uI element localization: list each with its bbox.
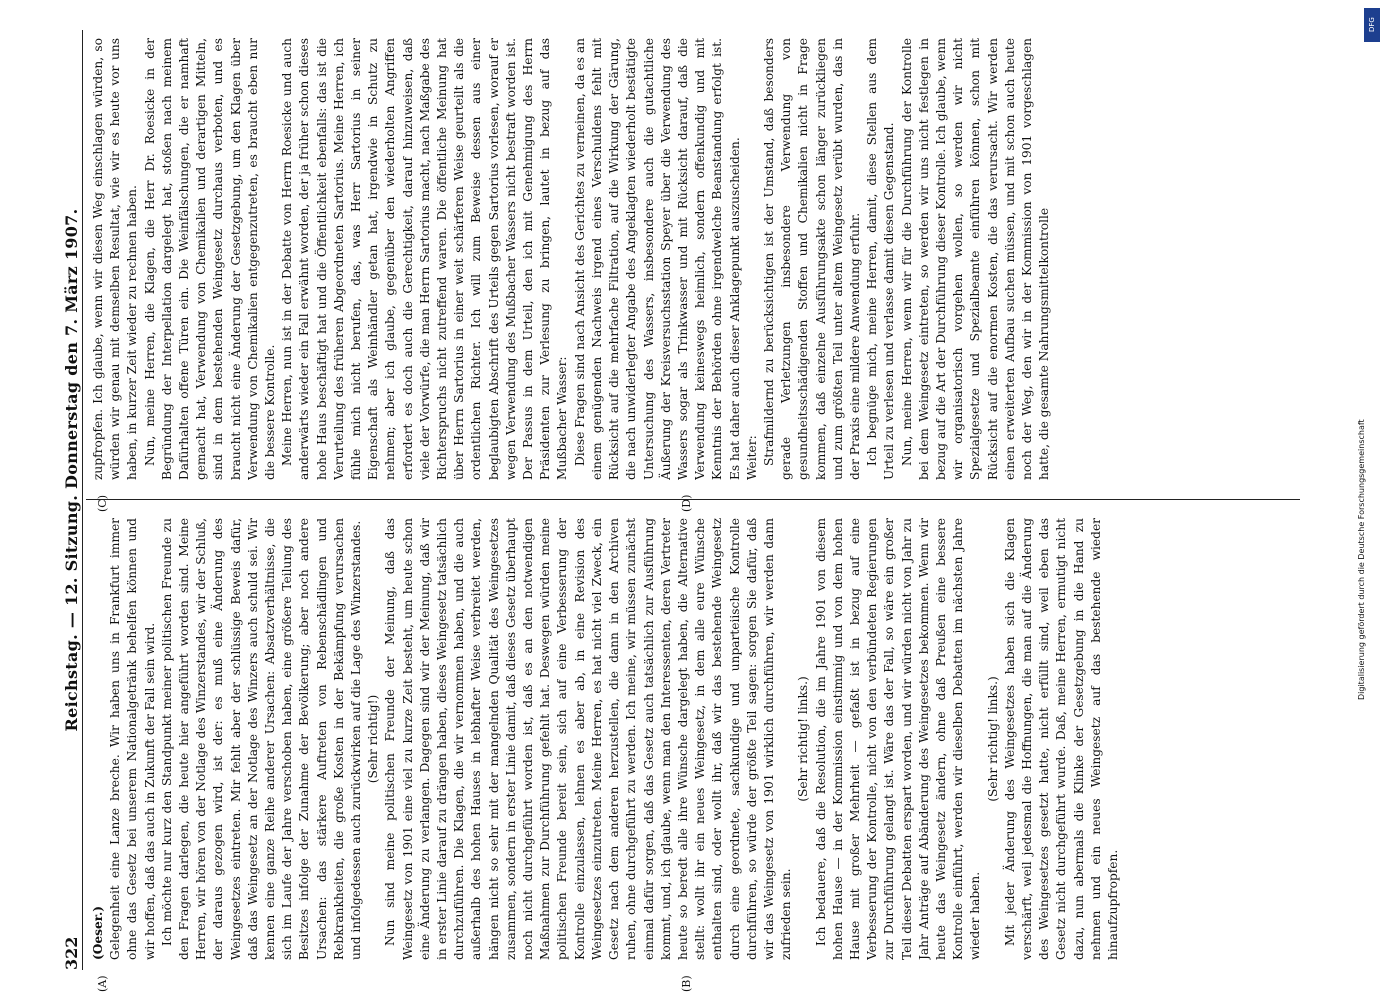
paragraph: (Oeser.) (91, 905, 105, 960)
column-divider (86, 499, 1300, 500)
margin-mark-b: (B) (680, 975, 693, 992)
running-head (60, 30, 82, 970)
paragraph: (Sehr richtig!) (366, 694, 381, 784)
paragraph: Ich begnüge mich, meine Herren, damit, diese Stellen aus dem Urteil zu verlesen und verlasse damit diesen Gegenstand. (865, 38, 897, 480)
paragraph: Weiter: (744, 435, 759, 480)
digitization-credit-text: Digitalisierung gefördert durch die Deutsche Forschungsgemeinschaft (1357, 419, 1366, 700)
page-number: 322 (61, 936, 81, 970)
digitization-credit (1357, 10, 1379, 710)
margin-mark-d: (D) (680, 494, 693, 512)
margin-mark-c: (C) (96, 495, 109, 512)
margin-mark-a: (A) (96, 975, 109, 992)
paragraph: Ich bedauere, daß die Resolution, die im Jahre 1901 von diesem hohen Hause — in der Kommission einstimmig und von dem hohen Hause mit großer Mehrheit — gefaßt ist in bezug auf eine Verbesserung der Kontrolle, nicht von den verbündeten Regierungen zur Durchführung gelangt ist. Wäre das der Fall, so wäre ein großer Teil dieser Debatten erspart worden, und wir würden nicht von Jahr zu Jahr Anträge auf Abänderung des Weingesetzes bekommen. Wenn wir heute das Weingesetz ändern, ohne daß Preußen eine bessere Kontrolle einführt, werden wir dieselben Debatten im nächsten Jahre wieder haben. (813, 518, 983, 960)
right-text-column (90, 38, 1300, 480)
paragraph: (Sehr richtig! links.) (796, 676, 811, 802)
paragraph: Strafmildernd zu berücksichtigen ist der Umstand, daß besonders gerade Verletzungen insbesondere Verwendung von gesundheitsschädigenden Stoffen und Chemikalien nicht in Frage kommen, daß einzelne Ausführungsakte schon länger zurückliegen und zum größten Teil unter altem Weingesetz verübt wurden, das in der Praxis eine mildere Anwendung erfuhr. (761, 38, 862, 480)
rotated-document-page (60, 0, 1340, 1000)
dfg-logo (1364, 8, 1380, 42)
paragraph: zupfropfen. Ich glaube, wenn wir diesen Weg einschlagen würden, so würden wir genau mit demselben Resultat, wie wir es heute vor uns haben, in kurzer Zeit wieder zu rechnen haben. (91, 38, 140, 480)
paragraph: Ich möchte nur kurz den Standpunkt meiner politischen Freunde zu den Fragen darlegen, die heute hier angeführt worden sind. Meine Herren, wir hören von der Notlage des Winzerstandes, wir der Schluß, der daraus gezogen wird, ist der: es muß eine Änderung des Weingesetzes eintreten. Mir fehlt aber der schlüssige Beweis dafür, daß das Weingesetz an der Notlage des Winzers auch schuld sei. Wir kennen eine ganze Reihe anderer Ursachen: Absatzverhältnisse, die sich im Laufe der Jahre verschoben haben, eine größere Teilung des Besitzes infolge der Zunahme der Bevölkerung; aber noch andere Ursachen: das stärkere Auftreten von Rebenschädlingen und Rebkrankheiten, die große Kosten in der Bekämpfung verursachen und infolgedessen auch zurückwirken auf die Lage des Winzerstandes. (159, 518, 364, 960)
paragraph: Mit jeder Änderung des Weingesetzes haben sich die Klagen verschärft, weil jedesmal die Hoffnungen, die man auf die Änderung des Weingesetzes gesetzt hatte, nicht erfüllt sind, weil eben das Gesetz nicht durchgeführt wurde. Daß, meine Herren, ermutigt nicht dazu, nun abermals die Klinke der Gesetzgebung in die Hand zu nehmen und ein neues Weingesetz auf das bestehende wieder hinaufzupfropfen. (1002, 518, 1120, 960)
paragraph: Nun, meine Herren, wenn wir für die Durchführung der Kontrolle bei dem Weingesetz eintreten, so werden wir uns nicht festlegen in bezug auf die Art der Durchführung dieser Kontrolle. Ich glaube, wenn wir organisatorisch vorgehen wollen, so werden wir nicht Spezialgesetze und Spezialbeamte einführen können, schon mit Rücksicht auf die enormen Kosten, die das verursacht. Wir werden einen erweiterten Aufbau suchen müssen, und mit schon auch heute noch der Weg, den wir in der Kommission von 1901 vorgeschlagen hatte, die gesamte Nahrungsmittelkontrolle (899, 38, 1052, 480)
paragraph: Nun sind meine politischen Freunde der Meinung, daß das Weingesetz von 1901 eine viel zu kurze Zeit besteht, um heute schon eine Änderung zu verlangen. Dagegen sind wir der Meinung, daß wir in erster Linie darauf zu drängen haben, dieses Weingesetz tatsächlich durchzuführen. Die Klagen, die wir vernommen haben, und die auch außerhalb des hohen Hauses in lebhafter Weise verbreitet werden, hängen nicht so sehr mit der mangelnden Qualität des Weingesetzes zusammen, sondern in erster Linie damit, daß dieses Gesetz überhaupt noch nicht durchgeführt worden ist, daß es an den notwendigen Maßnahmen zur Durchführung gefehlt hat. Deswegen würden meine politischen Freunde bereit sein, sich auf eine Verbesserung der Kontrolle einzulassen, lehnen es aber ab, in eine Revision des Weingesetzes einzutreten. Meine Herren, es hat nicht viel Zweck, ein Gesetz nach dem anderen herzustellen, die dann in den Archiven ruhen, ohne durchgeführt zu werden. Ich meine, wir müssen zunächst einmal dafür sorgen, daß das Gesetz auch tatsächlich zur Ausführung kommt, und, ich glaube, wenn man den Interessenten, deren Vertreter heute so beredt alle ihre Wünsche dargelegt haben, die Alternative stellt: wollt ihr ein neues Weingesetz, in dem alle eure Wünsche enthalten sind, oder wollt ihr, daß wir das bestehende Weingesetz durch eine geordnete, sachkundige und unparteiische Kontrolle durchführen, so würde der größte Teil sagen: sorgen Sie dafür, daß wir das Weingesetz von 1901 wirklich durchführen, wir werden dann zufrieden sein. (383, 518, 794, 960)
header-rule (82, 30, 83, 970)
dfg-logo-text: DFG (1368, 17, 1376, 33)
paragraph: Diese Fragen sind nach Ansicht des Gerichtes zu verneinen, da es an einem genügenden Nachweis irgend eines Verschuldens fehlt mit Rücksicht auf die mehrfache Filtration, auf die Wirkung der Gärung, die nach unwiderlegter Angabe des Angeklagten wiederholt bestätigte Untersuchung des Wassers, insbesondere auch die gutachtliche Äußerung der Kreisversuchsstation Speyer über die Verwendung des Wassers sogar als Trinkwasser und mit Rücksicht darauf, daß die Verwendung keineswegs heimlich, sondern offenkundig und mit Kenntnis der Behörden ohne irgendwelche Beanstandung erfolgt ist. Es hat daher auch dieser Anklagepunkt auszuscheiden. (572, 38, 742, 480)
paragraph: Meine Herren, nun ist in der Debatte von Herrn Roesicke und auch anderwärts wieder ein Fall erwähnt worden, der ja früher schon dieses hohe Haus beschäftigt hat und die Öffentlichkeit ebenfalls: das ist die Verurteilung des früheren Abgeordneten Sartorius. Meine Herren, ich fühle mich nicht berufen, das, was Herr Sartorius in seiner Eigenschaft als Weinhändler getan hat, irgendwie in Schutz zu nehmen; aber ich glaube, gegenüber den wiederholten Angriffen erfordert es doch auch die Gerechtigkeit, darauf hinzuweisen, daß viele der Vorwürfe, die man Herrn Sartorius macht, nach Maßgabe des Richterspruchs nicht zutreffend waren. Die öffentliche Meinung hat über Herrn Sartorius in einer weit schärferen Weise geurteilt als die ordentlichen Richter. Ich will zum Beweise dessen aus einer beglaubigten Abschrift des Urteils gegen Sartorius vorlesen, worauf er wegen Verwendung des Mußbacher Wassers nicht bestraft worden ist. Der Passus in dem Urteil, den ich mit Genehmigung des Herrn Präsidenten zur Verlesung zu bringen, lautet in bezug auf das Mußbacher Wasser: (280, 38, 570, 480)
left-text-column (90, 518, 1300, 960)
running-title: Reichstag. — 12. Sitzung. Donnerstag den 7. März 1907. (61, 208, 81, 732)
paragraph: Gelegenheit eine Lanze breche. Wir haben uns in Frankfurt immer ohne das Gesetz bei unserem Nationalgetränk behelfen können und wir hoffen, daß das auch in Zukunft der Fall sein wird. (108, 518, 157, 960)
paragraph: (Sehr richtig! links.) (985, 676, 1000, 802)
paragraph: Nun, meine Herren, die Klagen, die Herr Dr. Roesicke in der Begründung der Interpellation dargelegt hat, stoßen nach meinem Dafürhalten offene Türen ein. Die Weinfälschungen, die er namhaft gemacht hat, Verwendung von Chemikalien und derartigen Mitteln, sind in dem bestehenden Weingesetz durchaus verboten, und es braucht nicht eine Änderung der Gesetzgebung, um den Klagen über Verwendung von Chemikalien entgegenzutreten, es braucht eben nur die bessere Kontrolle. (142, 38, 278, 480)
